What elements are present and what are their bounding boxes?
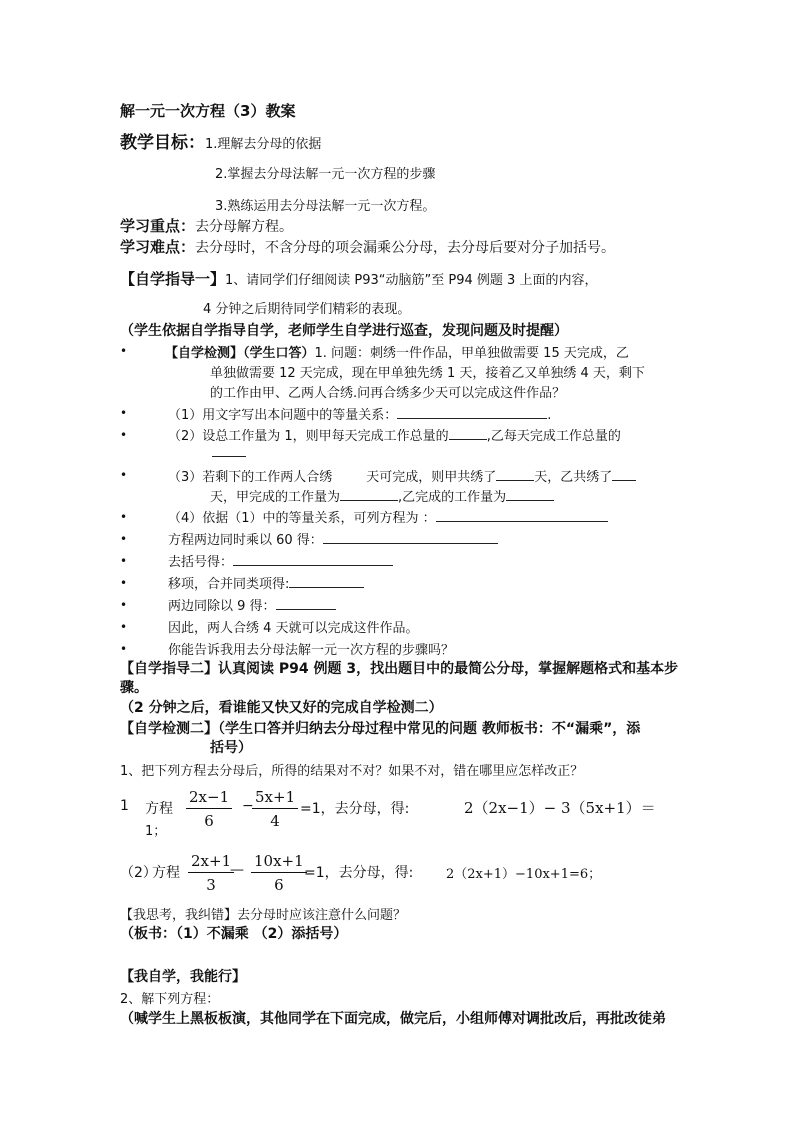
bullet: •	[120, 554, 128, 568]
guide2-text-1: 认真阅读 P94 例题 3，找出题目中的最简公分母，掌握解题格式和基本步	[218, 661, 679, 677]
board-note: （板书：（1）不漏乘 （2）添括号）	[120, 926, 348, 942]
guide2-note: （2 分钟之后，看谁能又快又好的完成自学检测二）	[120, 700, 443, 716]
eq1-f2-denominator: 4	[270, 812, 280, 830]
check1-q3-line-2	[210, 486, 554, 505]
check2-text-1: （学生口答并归纳去分母过程中常见的问题 教师板书：不“漏乘”，添	[218, 721, 641, 737]
objectives-line-1	[120, 128, 321, 153]
check1-step-3	[168, 573, 364, 592]
key-point-text: 去分母解方程。	[195, 219, 294, 235]
check1-label: 【自学检测】（学生口答）	[165, 346, 315, 361]
answer-blank[interactable]	[276, 595, 336, 610]
key-point	[120, 215, 293, 236]
eq2-f1-numerator: 2x+1	[188, 850, 234, 873]
check1-q3-b: 天可完成，则甲共绣了	[366, 470, 497, 485]
eq2-fraction-2	[251, 850, 307, 897]
reflect-line	[120, 904, 406, 923]
check1-step-6: 你能告诉我用去分母法解一元一次方程的步骤吗？	[168, 643, 455, 658]
answer-blank[interactable]	[289, 573, 364, 588]
eq1-minus: −	[242, 798, 254, 814]
answer-blank[interactable]	[233, 551, 393, 566]
eq1-fraction-1	[186, 786, 232, 833]
guide2-line-1	[120, 658, 678, 678]
eq1-prefix: 方程	[145, 801, 173, 817]
check1-q3-d: 天，甲完成的工作量为	[210, 490, 341, 505]
eq2-index: （2）	[120, 865, 157, 881]
bullet: •	[120, 510, 128, 524]
answer-blank[interactable]	[212, 442, 246, 457]
check1-q1-text: （1）用文字写出本问题中的等量关系：	[168, 408, 398, 423]
guide1-line-1	[120, 268, 597, 289]
objective-1: 1.理解去分母的依据	[205, 137, 322, 152]
answer-blank[interactable]	[436, 507, 608, 522]
check1-q1-end: .	[547, 408, 552, 423]
bullet: •	[120, 620, 128, 634]
check2-line-1	[120, 718, 640, 738]
guide1-label: 【自学指导一】	[120, 270, 226, 288]
key-point-label: 学习重点：	[120, 217, 196, 235]
answer-blank[interactable]	[612, 466, 636, 481]
bullet: •	[120, 598, 128, 612]
check2-task: 1、把下列方程去分母后，所得的结果对不对？如果不对，错在哪里应怎样改正？	[120, 764, 584, 779]
answer-blank[interactable]	[449, 425, 487, 440]
eq2-fraction-1	[188, 850, 234, 897]
bullet: •	[120, 428, 128, 442]
check1-q4	[168, 507, 608, 526]
step-text: 移项，合并同类项得:	[168, 577, 290, 592]
answer-blank[interactable]	[340, 486, 398, 501]
check1-problem-1: 1. 问题：刺绣一件作品，甲单独做需要 15 天完成，乙	[314, 346, 629, 361]
eq1-rhs: =1，去分母，得:	[300, 801, 410, 817]
objective-3: 3.熟练运用去分母法解一元一次方程。	[215, 199, 436, 214]
check1-q1	[168, 404, 551, 423]
reflect-text: 去分母时应该注意什么问题？	[237, 908, 407, 923]
check1-q3-e: ,乙完成的工作量为	[398, 490, 507, 505]
eq1-f1-numerator: 2x−1	[186, 786, 232, 809]
eq2-f1-denominator: 3	[206, 876, 216, 894]
answer-blank[interactable]	[506, 486, 554, 501]
step-text: 方程两边同时乘以 60 得：	[168, 533, 323, 548]
difficulty	[120, 236, 615, 257]
eq1-result-cont: 1；	[145, 824, 167, 839]
objective-2: 2.掌握去分母法解一元一次方程的步骤	[215, 167, 436, 182]
eq2-prefix: 方程	[152, 865, 180, 881]
check1-problem-2: 单独做需要 12 天完成，现在甲单独先绣 1 天，接着乙又单独绣 4 天，剩下	[210, 366, 645, 381]
check2-text-2: 括号）	[210, 740, 252, 756]
eq1-f1-denominator: 6	[204, 812, 214, 830]
check1-line-1	[165, 342, 629, 361]
eq1-index: 1	[120, 798, 129, 814]
check1-q2-blank	[212, 442, 246, 461]
difficulty-text: 去分母时，不含分母的项会漏乘公分母，去分母后要对分子加括号。	[195, 240, 616, 256]
eq2-f2-denominator: 6	[274, 876, 284, 894]
step-text: 去括号得：	[168, 555, 234, 570]
guide1-note: （学生依据自学指导自学，老师学生自学进行巡查，发现问题及时提醒）	[120, 323, 568, 339]
eq2-f2-numerator: 10x+1	[251, 850, 307, 873]
bullet: •	[120, 576, 128, 590]
i-can-label: 【我自学，我能行】	[120, 969, 246, 985]
step-text: 两边同除以 9 得：	[168, 599, 276, 614]
guide1-text-1: 1、请同学们仔细阅读 P93“动脑筋”至 P94 例题 3 上面的内容，	[225, 273, 598, 288]
eq1-f2-numerator: 5x+1	[252, 786, 298, 809]
bullet: •	[120, 406, 128, 420]
check1-step-5: 因此，两人合绣 4 天就可以完成这件作品。	[168, 621, 419, 636]
check1-q3-line-1	[168, 466, 636, 485]
check1-q2-b: ,乙每天完成工作总量的	[486, 429, 621, 444]
answer-blank[interactable]	[397, 404, 547, 419]
answer-blank[interactable]	[496, 466, 534, 481]
page-title: 解一元一次方程（3）教案	[120, 102, 296, 120]
check1-step-1	[168, 529, 498, 548]
guide1-text-2: 4 分钟之后期待同学们精彩的表现。	[203, 302, 411, 317]
eq2-result: 2（2x+1）−10x+1=6；	[446, 867, 602, 882]
objectives-label: 教学目标：	[120, 133, 205, 153]
guide2-text-2: 骤。	[120, 680, 148, 696]
eq1-fraction-2	[252, 786, 298, 833]
eq1-result: 2（2x−1）− 3（5x+1）＝	[464, 799, 656, 817]
check1-step-4	[168, 595, 336, 614]
answer-blank[interactable]	[323, 529, 498, 544]
check1-problem-3: 的工作由甲、乙两人合绣.问再合绣多少天可以完成这件作品？	[210, 386, 566, 401]
check1-step-2	[168, 551, 393, 570]
check1-q4-text: （4）依据（1）中的等量关系，可列方程为 ：	[168, 511, 436, 526]
check1-q3-a: （3）若剩下的工作两人合绣	[168, 470, 333, 485]
reflect-label: 【我思考，我纠错】	[120, 908, 238, 923]
bullet: •	[120, 642, 128, 656]
bullet: •	[120, 468, 128, 482]
final-note: （喊学生上黑板板演，其他同学在下面完成，做完后，小组师傅对调批改后，再批改徒弟	[120, 1011, 666, 1027]
eq2-minus: —	[230, 862, 244, 878]
check1-q2-a: （2）设总工作量为 1，则甲每天完成工作总量的	[168, 429, 449, 444]
check2-label: 【自学检测二】	[120, 721, 218, 737]
check1-q3-c: 天，乙共绣了	[534, 470, 613, 485]
difficulty-label: 学习难点：	[120, 238, 196, 256]
task-2: 2、解下列方程：	[120, 992, 220, 1007]
eq2-rhs: =1，去分母，得:	[304, 865, 414, 881]
bullet: •	[120, 344, 128, 358]
bullet: •	[120, 532, 128, 546]
guide2-label: 【自学指导二】	[120, 661, 218, 677]
